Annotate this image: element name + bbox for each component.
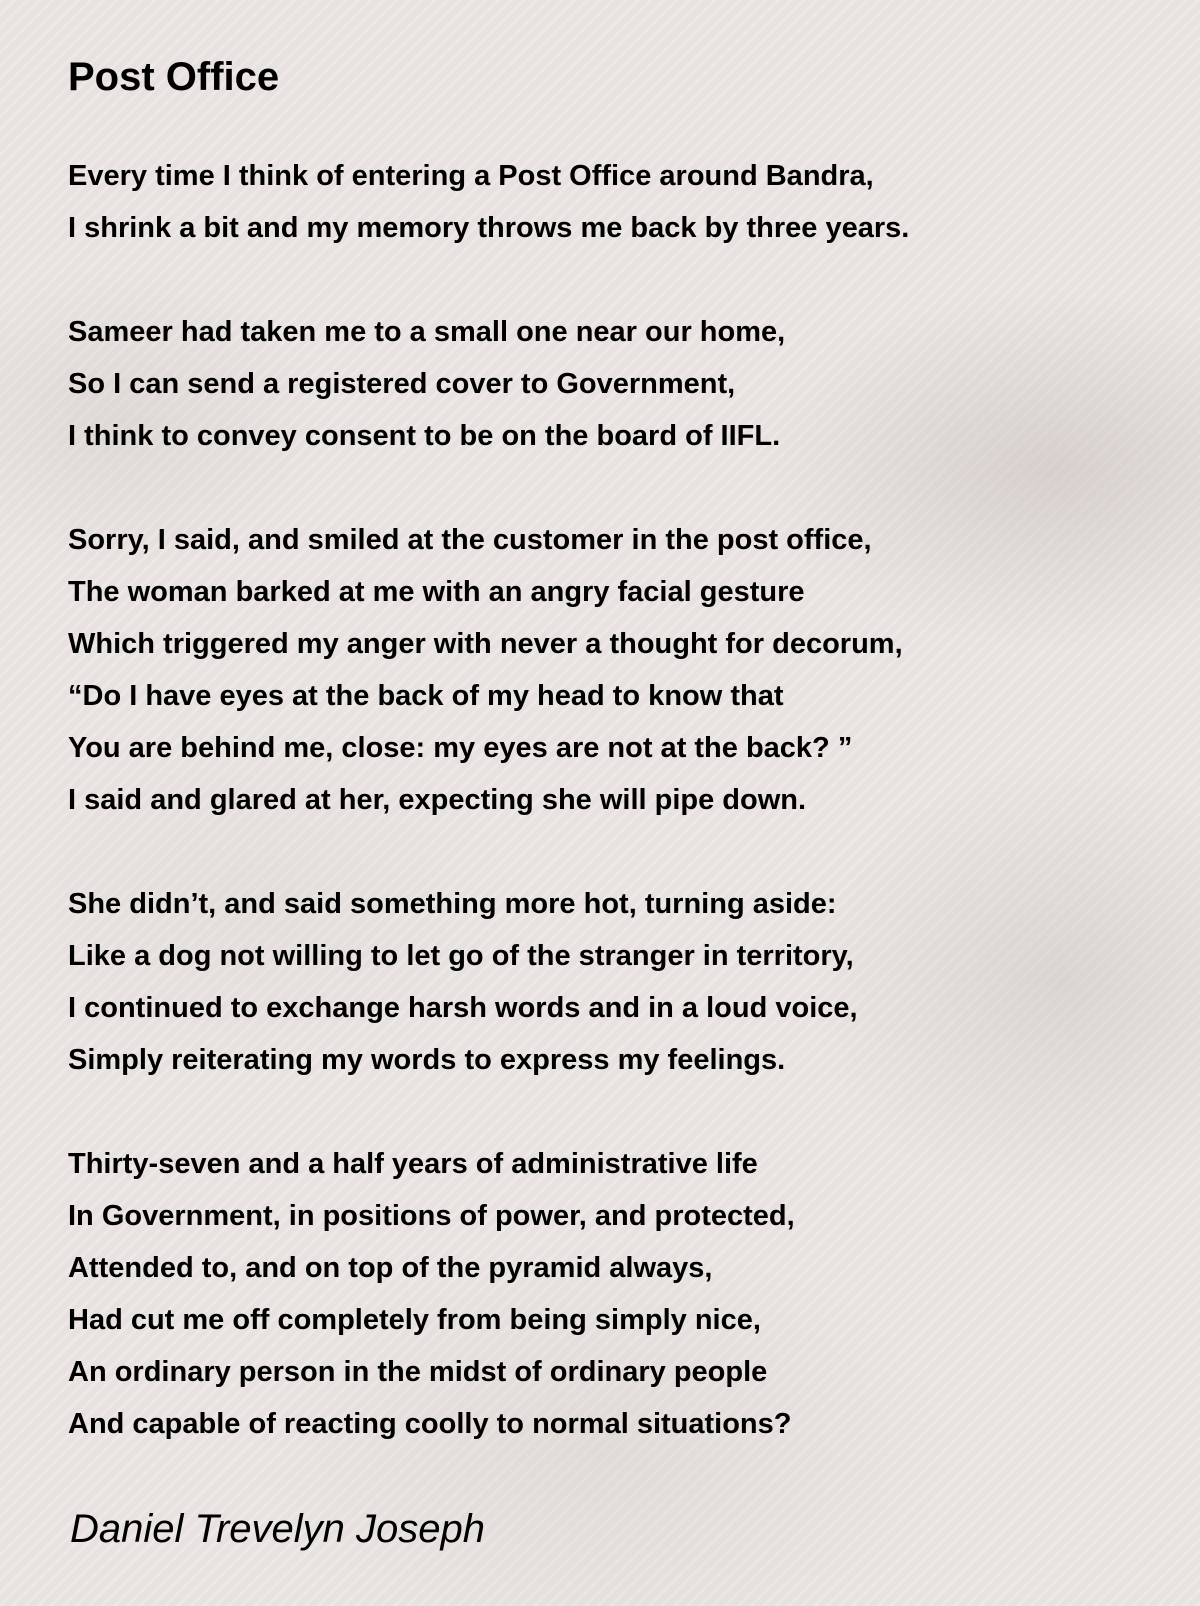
stanza-4 — [68, 878, 909, 1086]
poem-line: So I can send a registered cover to Government, — [68, 368, 736, 400]
stanza-2 — [68, 306, 909, 462]
poem-line: Thirty-seven and a half years of administrative life — [68, 1148, 758, 1180]
poem-line: An ordinary person in the midst of ordinary people — [68, 1356, 768, 1388]
poem-line: Simply reiterating my words to express my feelings. — [68, 1044, 786, 1076]
poem-body — [68, 150, 909, 1502]
poem-line: Every time I think of entering a Post Office around Bandra, — [68, 160, 874, 192]
poem-line: I said and glared at her, expecting she will pipe down. — [68, 784, 807, 816]
poem-line: And capable of reacting coolly to normal situations? — [68, 1408, 792, 1440]
poem-line: Sorry, I said, and smiled at the customer in the post office, — [68, 524, 872, 556]
stanza-3 — [68, 514, 909, 826]
poem-line: You are behind me, close: my eyes are not at the back? ” — [68, 732, 853, 764]
poem-line: Attended to, and on top of the pyramid always, — [68, 1252, 713, 1284]
poem-line: I continued to exchange harsh words and in a loud voice, — [68, 992, 858, 1024]
poem-line: I think to convey consent to be on the board of IIFL. — [68, 420, 781, 452]
poem-title: Post Office — [68, 55, 280, 99]
poem-line: Like a dog not willing to let go of the stranger in territory, — [68, 940, 854, 972]
poem-line: Sameer had taken me to a small one near our home, — [68, 316, 786, 348]
poem-line: In Government, in positions of power, and protected, — [68, 1200, 795, 1232]
poem-line: Which triggered my anger with never a thought for decorum, — [68, 628, 903, 660]
stanza-1 — [68, 150, 909, 254]
poem-line: “Do I have eyes at the back of my head to know that — [68, 680, 784, 712]
poem-author: Daniel Trevelyn Joseph — [70, 1507, 486, 1551]
poem-line: Had cut me off completely from being simply nice, — [68, 1304, 761, 1336]
poem-line: She didn’t, and said something more hot, turning aside: — [68, 888, 837, 920]
stanza-5 — [68, 1138, 909, 1450]
poem-line: I shrink a bit and my memory throws me back by three years. — [68, 212, 910, 244]
poem-line: The woman barked at me with an angry facial gesture — [68, 576, 805, 608]
